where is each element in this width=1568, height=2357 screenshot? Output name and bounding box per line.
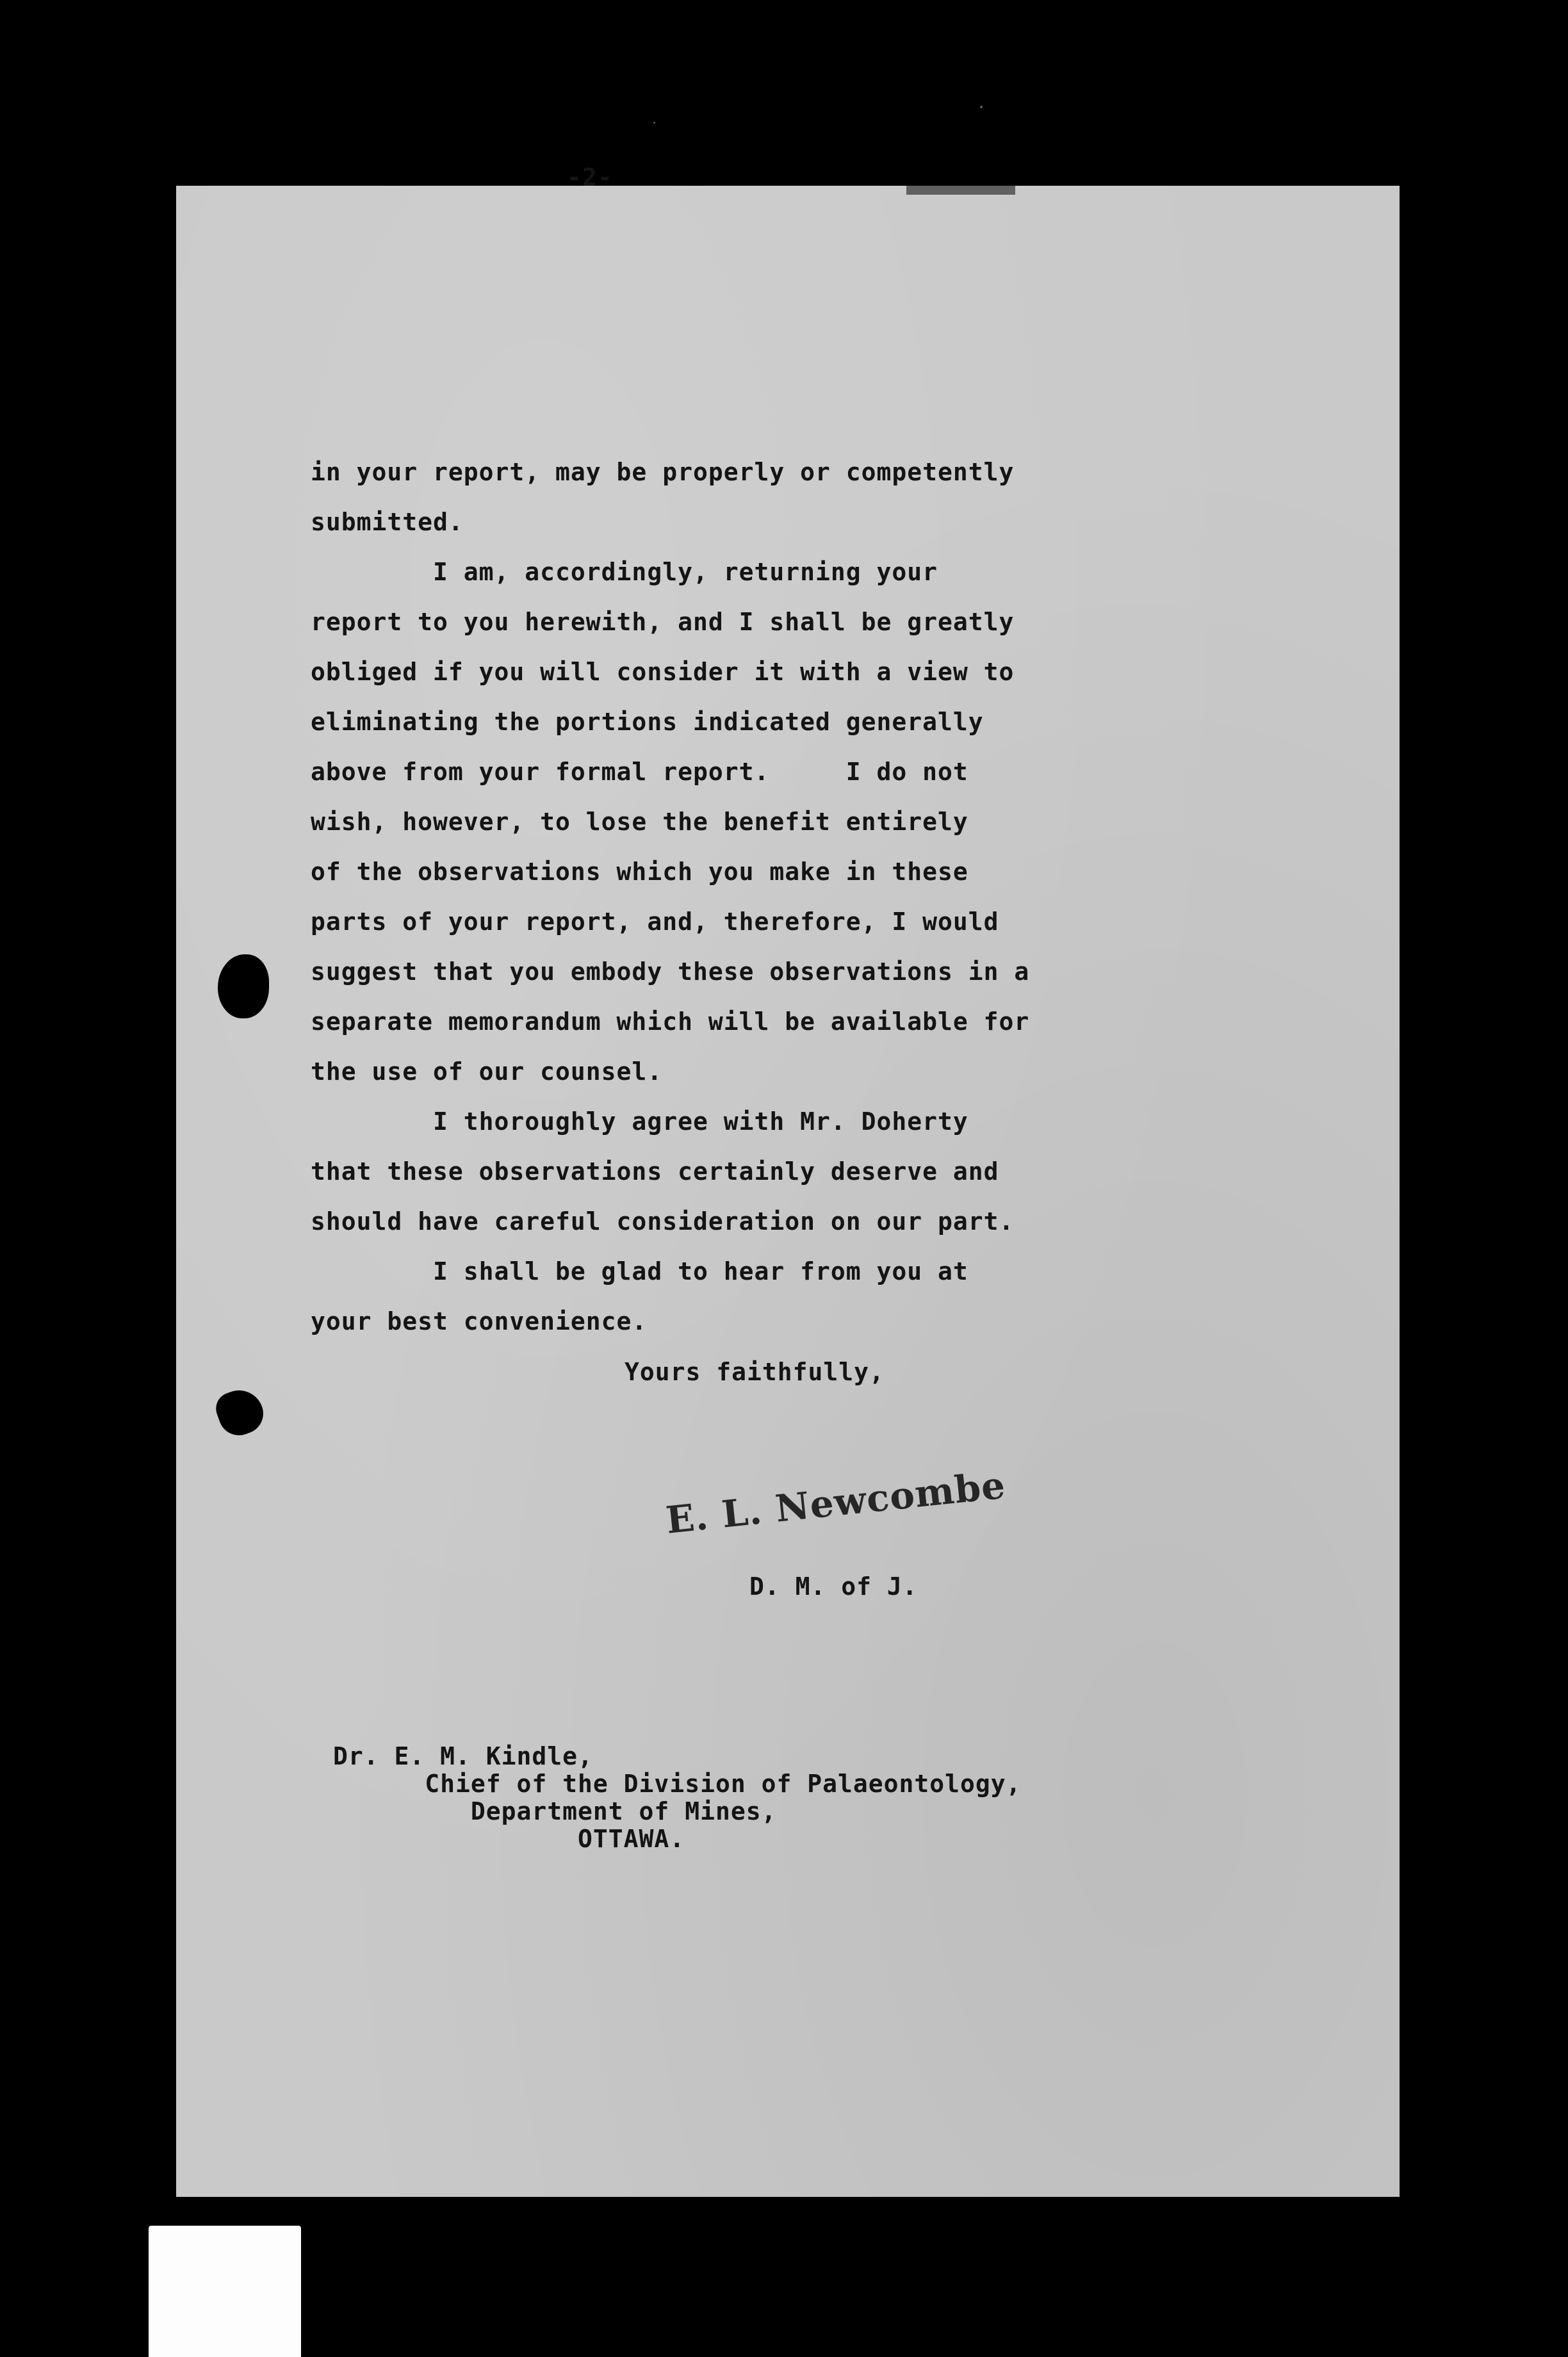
signatory-title: D. M. of J. <box>749 1572 918 1601</box>
body-line: parts of your report, and, therefore, I would <box>311 908 999 936</box>
body-line: of the observations which you make in these <box>311 858 968 886</box>
body-line: I am, accordingly, returning your <box>311 558 938 586</box>
dust-speck <box>980 106 983 108</box>
letter-sheet <box>176 186 1400 2197</box>
body-line: suggest that you embody these observations in a <box>311 958 1030 986</box>
body-line: that these observations certainly deserve and <box>311 1157 999 1186</box>
body-line: wish, however, to lose the benefit entirely <box>311 808 968 836</box>
body-line: I thoroughly agree with Mr. Doherty <box>311 1107 968 1136</box>
white-tab <box>149 2226 301 2357</box>
top-edge-mark <box>906 186 1015 195</box>
signature-stamp: E. L. Newcombe <box>664 1463 1008 1542</box>
addressee-line: Dr. E. M. Kindle, <box>333 1742 593 1770</box>
body-line: obliged if you will consider it with a view to <box>311 658 1015 686</box>
addressee-line: OTTAWA. <box>333 1825 685 1853</box>
closing: Yours faithfully, <box>625 1358 885 1386</box>
punch-hole <box>218 954 269 1018</box>
addressee-line: Department of Mines, <box>333 1797 777 1825</box>
body-line: the use of our counsel. <box>311 1057 663 1086</box>
page-number: -2- <box>567 163 613 192</box>
body-line: eliminating the portions indicated generally <box>311 708 984 736</box>
dust-speck <box>653 122 655 124</box>
body-line: your best convenience. <box>311 1307 648 1335</box>
body-line: separate memorandum which will be available for <box>311 1007 1030 1036</box>
body-line: should have careful consideration on our part. <box>311 1207 1015 1236</box>
addressee-line: Chief of the Division of Palaeontology, <box>333 1770 1022 1798</box>
body-line: in your report, may be properly or competently <box>311 458 1015 486</box>
body-line: I shall be glad to hear from you at <box>311 1257 968 1285</box>
body-line: submitted. <box>311 508 464 536</box>
body-line: above from your formal report. I do not <box>311 758 968 786</box>
body-line: report to you herewith, and I shall be greatly <box>311 608 1015 636</box>
